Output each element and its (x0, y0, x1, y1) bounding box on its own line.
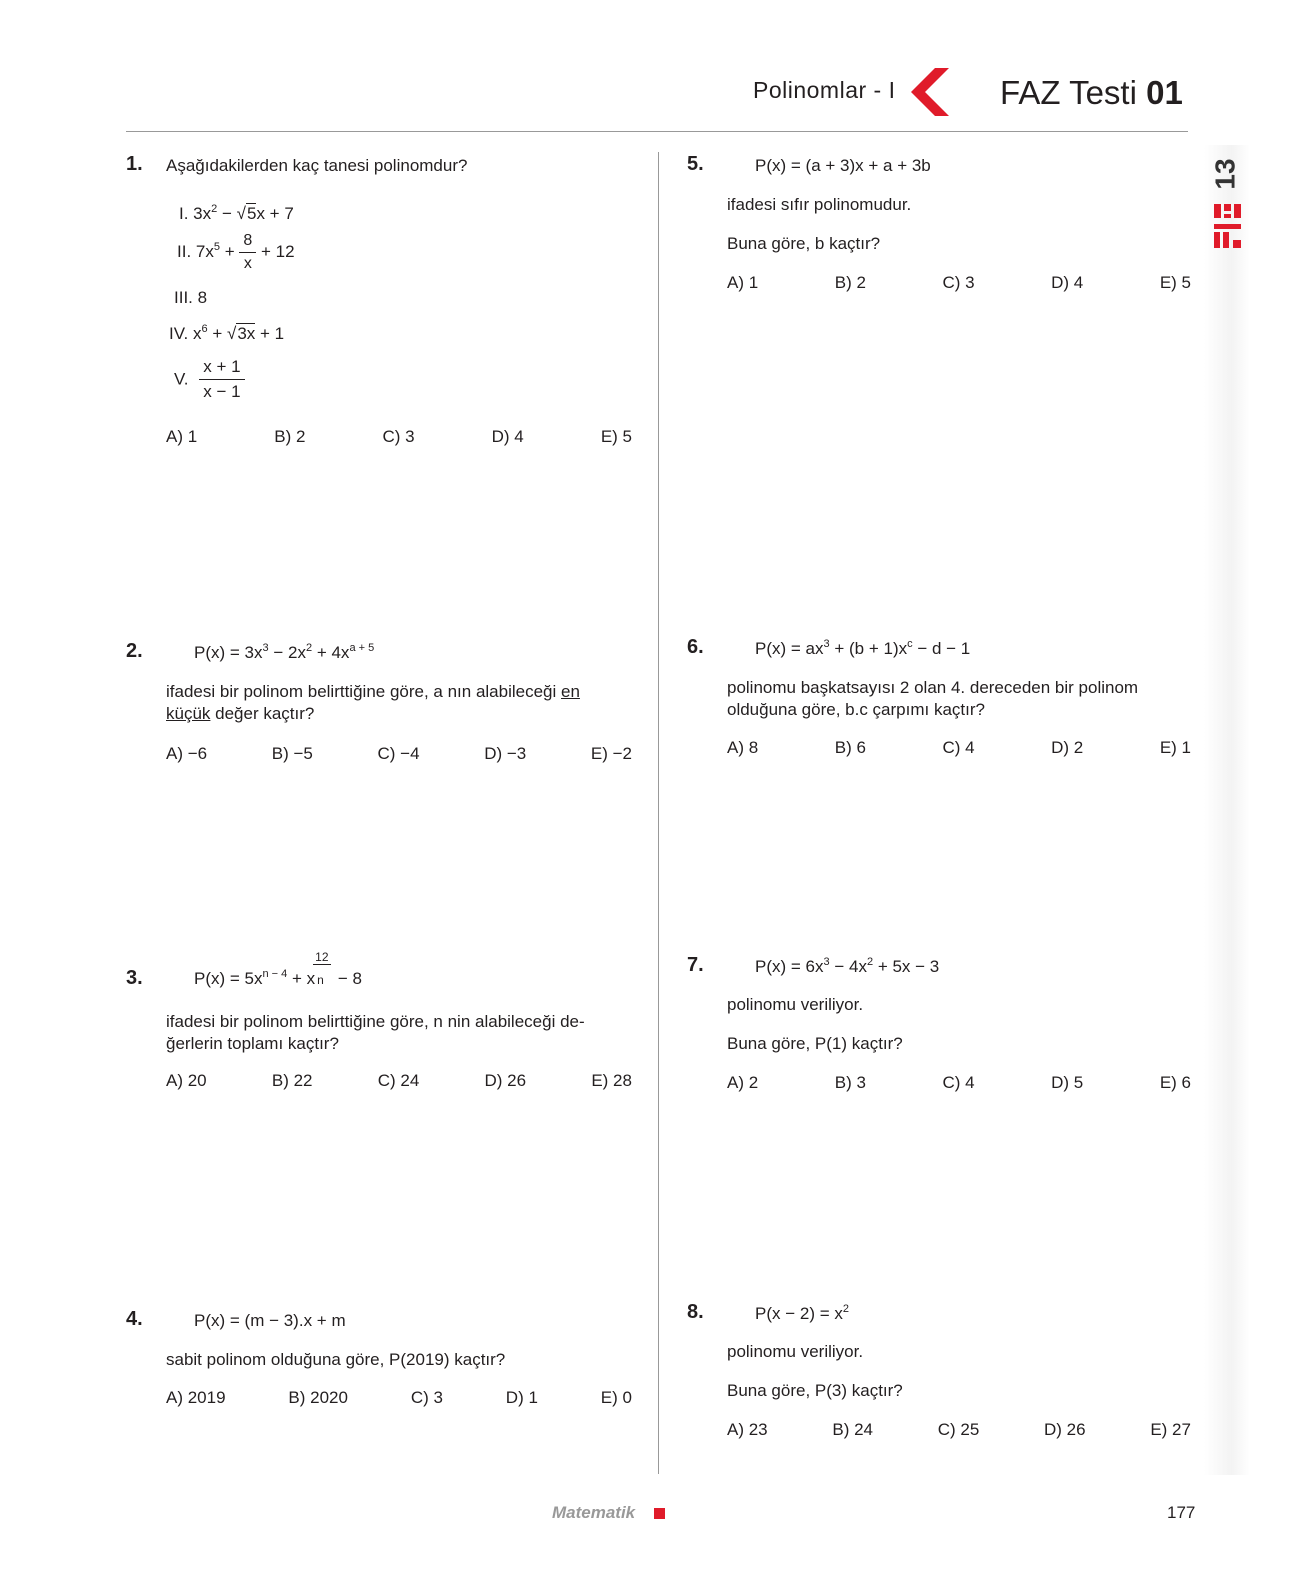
choice-d[interactable]: D) 26 (484, 1071, 527, 1090)
choice-d[interactable]: D) 2 (1051, 738, 1084, 757)
question-number: 7. (687, 954, 704, 976)
option-ii: II. $7x^5$ + $\frac{8}{x}$ + 12 (177, 232, 295, 272)
answer-choices (166, 1388, 632, 1408)
choice-d[interactable]: D) 4 (1051, 273, 1084, 292)
question-stem: sabit polinom olduğuna göre, P(2019) kaçtır? (166, 1350, 506, 1369)
question-number: 4. (126, 1308, 143, 1330)
question-prompt: Buna göre, P(3) kaçtır? (727, 1381, 903, 1400)
choice-e[interactable]: E) 27 (1150, 1420, 1191, 1439)
question-number: 3. (126, 967, 143, 989)
choice-e[interactable]: E) 6 (1159, 1073, 1191, 1092)
test-number: 01 (1146, 74, 1183, 111)
question-formula: P(x) = (a + 3)x + a + 3b (755, 156, 931, 175)
choice-d[interactable]: D) −3 (484, 744, 527, 763)
page-number: 177 (1167, 1503, 1196, 1522)
answer-choices (727, 273, 1191, 293)
section-title: Polinomlar - I (753, 77, 896, 103)
choice-a[interactable]: A) 23 (727, 1420, 768, 1439)
question-prompt: Buna göre, b kaçtır? (727, 234, 881, 253)
choice-c[interactable]: C) 3 (382, 427, 415, 446)
question-stem: ifadesi bir polinom belirttiğine göre, a nın alabileceği en küçük değer kaçtır? (166, 682, 580, 723)
choice-b[interactable]: B) 24 (832, 1420, 873, 1439)
brand-logo (1212, 202, 1242, 250)
choice-d[interactable]: D) 26 (1044, 1420, 1086, 1439)
choice-a[interactable]: A) −6 (166, 744, 208, 763)
question-formula: $P(x - 2) = x^2$ (755, 1303, 849, 1323)
choice-e[interactable]: E) 0 (600, 1388, 632, 1407)
question-number: 6. (687, 636, 704, 658)
choice-d[interactable]: D) 5 (1051, 1073, 1084, 1092)
choice-a[interactable]: A) 2019 (166, 1388, 226, 1407)
choice-b[interactable]: B) 2 (834, 273, 866, 292)
chevron-left-icon (905, 68, 951, 116)
option-i: I. $3x^2 - √5x + 7$ (179, 203, 294, 223)
answer-choices (166, 427, 632, 447)
test-label: FAZ Testi (1000, 74, 1137, 111)
choice-c[interactable]: C) −4 (377, 744, 420, 763)
choice-d[interactable]: D) 4 (491, 427, 524, 446)
question-stem: polinomu veriliyor. (727, 995, 864, 1014)
question-formula: P(x) = (m − 3).x + m (194, 1311, 346, 1330)
choice-e[interactable]: E) −2 (590, 744, 632, 763)
choice-e[interactable]: E) 28 (591, 1071, 632, 1090)
choice-c[interactable]: C) 25 (937, 1420, 980, 1439)
option-iii: III. 8 (174, 288, 208, 307)
choice-e[interactable]: E) 5 (600, 427, 632, 446)
choice-d[interactable]: D) 1 (505, 1388, 538, 1407)
question-stem: polinomu veriliyor. (727, 1342, 864, 1361)
side-number: 13 (1209, 158, 1241, 190)
choice-a[interactable]: A) 2 (727, 1073, 759, 1092)
choice-a[interactable]: A) 1 (727, 273, 759, 292)
header-divider (126, 131, 1188, 132)
choice-e[interactable]: E) 1 (1159, 738, 1191, 757)
question-number: 8. (687, 1301, 704, 1323)
choice-a[interactable]: A) 8 (727, 738, 759, 757)
option-v: V. $\frac{x + 1}{x - 1}$ (174, 357, 245, 402)
question-stem: ifadesi sıfır polinomudur. (727, 195, 912, 214)
choice-c[interactable]: C) 24 (377, 1071, 420, 1090)
choice-a[interactable]: A) 1 (166, 427, 198, 446)
choice-a[interactable]: A) 20 (166, 1071, 207, 1090)
question-stem: polinomu başkatsayısı 2 olan 4. dereceden bir polinom olduğuna göre, b.c çarpımı kaçtır? (727, 678, 1139, 719)
answer-choices (727, 1073, 1191, 1093)
choice-c[interactable]: C) 4 (942, 738, 975, 757)
question-number: 2. (126, 640, 143, 662)
choice-b[interactable]: B) 2 (274, 427, 306, 446)
question-formula: $P(x) = ax^3 + (b + 1)x^c - d - 1$ (755, 638, 971, 658)
question-number: 5. (687, 153, 704, 175)
question-formula: $P(x) = 6x^3 - 4x^2 + 5x - 3$ (755, 956, 940, 976)
test-title (1000, 74, 1183, 112)
choice-b[interactable]: B) 3 (834, 1073, 866, 1092)
choice-c[interactable]: C) 3 (410, 1388, 443, 1407)
choice-b[interactable]: B) 6 (834, 738, 866, 757)
question-number: 1. (126, 153, 143, 175)
option-iv: IV. $x^6 + √3x + 1$ (169, 323, 285, 343)
column-divider (658, 152, 659, 1474)
question-stem: Aşağıdakilerden kaç tanesi polinomdur? (166, 156, 468, 175)
answer-choices (727, 738, 1191, 758)
choice-e[interactable]: E) 5 (1159, 273, 1191, 292)
choice-b[interactable]: B) 22 (271, 1071, 313, 1090)
footer-square-icon (654, 1508, 665, 1519)
question-stem: ifadesi bir polinom belirttiğine göre, n nin alabileceği de- ğerlerin toplamı kaçtır? (166, 1012, 585, 1053)
choice-b[interactable]: B) 2020 (288, 1388, 348, 1407)
question-formula: $P(x) = 3x^3 - 2x^2 + 4x^{a + 5}$ (194, 642, 375, 662)
question-formula: $P(x) = 5x^{n - 4} + x$ $\frac{12}{n}$ − 8 (194, 950, 362, 988)
choice-c[interactable]: C) 4 (942, 1073, 975, 1092)
choice-b[interactable]: B) −5 (271, 744, 313, 763)
side-strip (1204, 145, 1250, 1475)
choice-c[interactable]: C) 3 (942, 273, 975, 292)
answer-choices (727, 1420, 1191, 1440)
footer-subject: Matematik (552, 1503, 636, 1522)
question-prompt: Buna göre, P(1) kaçtır? (727, 1034, 903, 1053)
answer-choices (166, 744, 632, 764)
answer-choices (166, 1071, 632, 1091)
